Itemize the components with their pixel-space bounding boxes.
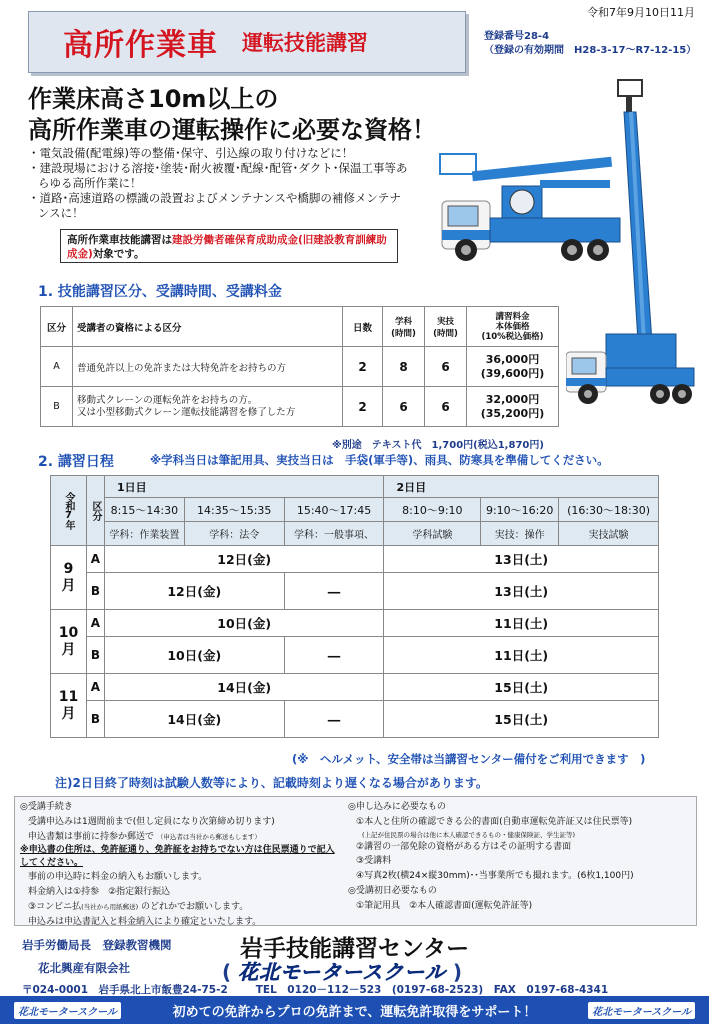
row-fee-cell bbox=[467, 387, 559, 427]
subject: 学科：一般事項、 bbox=[284, 522, 384, 546]
year-cell: 令和7年 bbox=[51, 476, 87, 546]
subject: 学科：作業装置 bbox=[104, 522, 184, 546]
date-day2: 15日(土) bbox=[384, 674, 659, 701]
bullet-item: ・建設現場における溶接･塗装･耐火被覆･配線･配管･ダクト･保温工事等あらゆる高所作業に！ bbox=[28, 161, 408, 190]
header-fee: 講習料金 本体価格 (10%税込価格) bbox=[467, 307, 559, 347]
header-days: 日数 bbox=[343, 307, 383, 347]
no-class-dash: ― bbox=[284, 573, 384, 610]
headline bbox=[28, 84, 436, 146]
row-label-b: B bbox=[86, 637, 104, 674]
procedure-l6-small: (当社から用紙郵送) bbox=[81, 902, 139, 911]
date-day2: 11日(土) bbox=[384, 637, 659, 674]
footer-logo-left: 花北モータースクール bbox=[14, 1002, 121, 1019]
textbook-fee: ※別途 テキスト代 1,700円(税込1,870円) bbox=[332, 440, 544, 451]
procedure-column bbox=[20, 800, 340, 930]
day2-label: 2日目 bbox=[384, 476, 659, 498]
schedule-table bbox=[50, 475, 659, 738]
row-cat: B bbox=[41, 387, 73, 427]
row-label-a: A bbox=[86, 610, 104, 637]
no-class-dash: ― bbox=[284, 637, 384, 674]
date-day2: 11日(土) bbox=[384, 610, 659, 637]
required-item: ④写真2枚(横24×縦30mm)･･当事業所でも撮れます。(6枚1,100円) bbox=[356, 871, 634, 882]
schedule-row-a bbox=[51, 610, 659, 637]
fees-table bbox=[40, 306, 559, 427]
row-practical: 6 bbox=[425, 387, 467, 427]
row-label-a: A bbox=[86, 546, 104, 573]
schedule-day-row bbox=[51, 476, 659, 498]
procedure-line: 受講申込みは1週間前まで(但し定員になり次第締め切ります) bbox=[28, 816, 275, 827]
paren-close: ) bbox=[452, 960, 463, 984]
row-qual: 普通免許以上の免許または大特免許をお持ちの方 bbox=[73, 347, 343, 387]
schedule-row-a bbox=[51, 546, 659, 573]
title-main: 高所作業車 bbox=[63, 28, 218, 63]
row-fee-cell bbox=[467, 347, 559, 387]
address: 〒024-0001 岩手県北上市飯豊24-75-2 bbox=[22, 984, 228, 996]
registration-info bbox=[484, 30, 696, 58]
contact-line bbox=[22, 982, 608, 997]
no-class-dash: ― bbox=[284, 701, 384, 738]
date-day1: 10日(金) bbox=[104, 610, 384, 637]
row-fee-tax: (39,600円) bbox=[480, 366, 545, 380]
date-day2: 13日(土) bbox=[384, 546, 659, 573]
schedule-time-row bbox=[51, 498, 659, 522]
time-slot: (16:30～18:30) bbox=[559, 498, 659, 522]
subsidy-note bbox=[60, 229, 398, 263]
row-lecture: 8 bbox=[383, 347, 425, 387]
procedure-line-2 bbox=[20, 830, 340, 845]
row-practical: 6 bbox=[425, 347, 467, 387]
end-time-note: 注)2日目終了時刻は試験人数等により、記載時刻より遅くなる場合があります。 bbox=[55, 776, 488, 790]
row-qual: 移動式クレーンの運転免許をお持ちの方。 又は小型移動式クレーン運転技能講習を修了した方 bbox=[73, 387, 343, 427]
row-fee: 32,000円 bbox=[485, 392, 540, 406]
month-cell: 10 月 bbox=[51, 610, 87, 674]
schedule-row-b bbox=[51, 637, 659, 674]
footer-banner bbox=[0, 996, 709, 1024]
row-label-b: B bbox=[86, 701, 104, 738]
required-title: ◎申し込みに必要なもの bbox=[348, 802, 446, 812]
bullet-item: ・電気設備(配電線)等の整備･保守、引込線の取り付けなどに！ bbox=[28, 146, 354, 160]
schedule-row-a bbox=[51, 674, 659, 701]
procedure-line: 事前の申込時に料金の納入もお願いします。 bbox=[28, 872, 208, 883]
subsidy-pre: 高所作業車技能講習は bbox=[67, 234, 172, 246]
helmet-note: (※ ヘルメット、安全帯は当講習センター備付をご利用できます ) bbox=[292, 752, 646, 766]
phone-fax: TEL 0120－112－523 (0197-68-2523) FAX 0197-68-4341 bbox=[255, 984, 609, 996]
required-title-2: ◎受講初日必要なもの bbox=[348, 885, 437, 896]
time-slot: 9:10～16:20 bbox=[481, 498, 559, 522]
aerial-truck-extended-image bbox=[566, 72, 696, 420]
procedure-title: ◎受講手続き bbox=[20, 802, 73, 812]
headline-line1: 作業床高さ10m以上の bbox=[28, 85, 279, 113]
date-day2: 15日(土) bbox=[384, 701, 659, 738]
fees-row bbox=[41, 347, 559, 387]
day1-label: 1日目 bbox=[104, 476, 384, 498]
required-item-small: (上記が住民票の場合は他に本人確認できるもの・健康保険証、学生証等) bbox=[362, 830, 576, 839]
usage-bullets bbox=[28, 146, 408, 221]
title-box bbox=[28, 11, 466, 73]
time-slot: 15:40～17:45 bbox=[284, 498, 384, 522]
procedure-line: 料金納入は①持参 ②指定銀行振込 bbox=[28, 887, 171, 898]
footer-logo-right: 花北モータースクール bbox=[588, 1002, 695, 1019]
header-practical: 実技 (時間) bbox=[425, 307, 467, 347]
month-cell: 11 月 bbox=[51, 674, 87, 738]
fees-row bbox=[41, 387, 559, 427]
procedure-l2: 申込書類は事前に持参か郵送で bbox=[28, 831, 155, 842]
issue-date: 令和7年9月10日11月 bbox=[587, 6, 695, 19]
date-day1: 10日(金) bbox=[104, 637, 284, 674]
month-cell: 9 月 bbox=[51, 546, 87, 610]
required-item: ②講習の一部免除の資格がある方はその証明する書面 bbox=[356, 841, 572, 852]
procedure-l6: ③コンビニ払 bbox=[28, 901, 82, 912]
row-label-b: B bbox=[86, 573, 104, 610]
bullet-item: ・道路･高速道路の標識の設置およびメンテナンスや橋脚の補修メンテナンスに！ bbox=[28, 191, 401, 220]
row-lecture: 6 bbox=[383, 387, 425, 427]
header-cat: 区分 bbox=[41, 307, 73, 347]
required-column bbox=[348, 800, 696, 914]
required-item: ①筆記用具 ②本人確認書面(運転免許証等) bbox=[356, 900, 533, 911]
subject: 学科試験 bbox=[384, 522, 481, 546]
procedure-l2-small: （申込者は当社から郵送もします） bbox=[156, 832, 261, 841]
procedure-l6b: のどれかでお願いします。 bbox=[141, 901, 249, 912]
schedule-subject-row bbox=[51, 522, 659, 546]
date-day1: 14日(金) bbox=[104, 701, 284, 738]
date-day1: 12日(金) bbox=[104, 573, 284, 610]
row-fee-tax: (35,200円) bbox=[480, 406, 545, 420]
schedule-row-b bbox=[51, 701, 659, 738]
time-slot: 8:10～9:10 bbox=[384, 498, 481, 522]
date-day1: 12日(金) bbox=[104, 546, 384, 573]
row-label-a: A bbox=[86, 674, 104, 701]
date-day2: 13日(土) bbox=[384, 573, 659, 610]
procedure-line-6 bbox=[20, 900, 340, 915]
subsidy-post: 対象です。 bbox=[92, 248, 145, 260]
subject: 実技：操作 bbox=[481, 522, 559, 546]
footer-slogan: 初めての免許からプロの免許まで、運転免許取得をサポート！ bbox=[172, 1004, 537, 1020]
subject: 実技試験 bbox=[559, 522, 659, 546]
header-lecture: 学科 (時間) bbox=[383, 307, 425, 347]
fees-header-row bbox=[41, 307, 559, 347]
subsidy-red: 建設労働者確保育成助成金(旧建設教育訓練助成金) bbox=[67, 234, 387, 260]
row-cat: A bbox=[41, 347, 73, 387]
school-name bbox=[222, 956, 462, 985]
schedule-note: ※学科当日は筆記用具、実技当日は 手袋(軍手等)、雨具、防寒具を準備してください。 bbox=[150, 453, 609, 467]
header-qual: 受講者の資格による区分 bbox=[73, 307, 343, 347]
school-logo-text: 花北モータースクール bbox=[238, 960, 446, 984]
subject: 学科：法令 bbox=[184, 522, 284, 546]
cat-cell: 区分 bbox=[86, 476, 104, 546]
schedule-row-b bbox=[51, 573, 659, 610]
schedule-heading: 2. 講習日程 bbox=[38, 454, 114, 470]
time-slot: 8:15～14:30 bbox=[104, 498, 184, 522]
procedure-address-note: ※申込書の住所は、免許証通り、免許証をお持ちでない方は住民票通りで記入してください。 bbox=[20, 845, 335, 869]
row-fee: 36,000円 bbox=[485, 352, 540, 366]
row-days: 2 bbox=[343, 387, 383, 427]
fees-heading: 1. 技能講習区分、受講時間、受講料金 bbox=[38, 284, 282, 300]
headline-line2: 高所作業車の運転操作に必要な資格！ bbox=[28, 116, 436, 144]
date-day1: 14日(金) bbox=[104, 674, 384, 701]
procedure-line: 申込みは申込書記入と料金納入により確定といたします。 bbox=[28, 916, 262, 927]
bureau-label: 岩手労働局長 登録教習機関 bbox=[22, 938, 172, 952]
registration-number: 登録番号28-4 bbox=[484, 31, 550, 42]
company-name: 花北興産有限会社 bbox=[38, 961, 130, 975]
registration-validity: （登録の有効期間 H28-3-17～R7-12-15） bbox=[484, 45, 697, 56]
title-sub: 運転技能講習 bbox=[242, 31, 368, 55]
row-days: 2 bbox=[343, 347, 383, 387]
required-item: ①本人と住所の確認できる公的書面(自動車運転免許証又は住民票等) bbox=[356, 816, 633, 827]
time-slot: 14:35～15:35 bbox=[184, 498, 284, 522]
required-item: ③受講料 bbox=[356, 856, 392, 867]
center-name: 岩手技能講習センター bbox=[240, 936, 470, 962]
paren-open: ( bbox=[222, 960, 232, 984]
